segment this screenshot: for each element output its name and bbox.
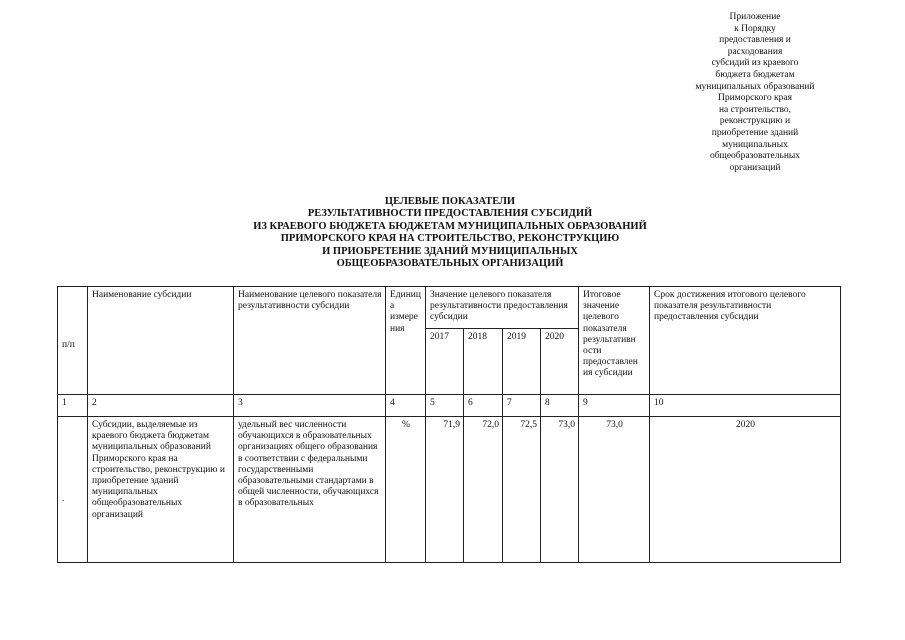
row-unit: % (386, 417, 426, 563)
row-pp: . (58, 417, 88, 563)
row-deadline: 2020 (650, 417, 841, 563)
header-year: 2017 (426, 329, 464, 395)
column-number: 6 (464, 395, 503, 417)
title-line: И ПРИОБРЕТЕНИЕ ЗДАНИЙ МУНИЦИПАЛЬНЫХ (322, 245, 578, 257)
row-value-2020: 73,0 (541, 417, 579, 563)
column-number: 7 (503, 395, 541, 417)
title-line: РЕЗУЛЬТАТИВНОСТИ ПРЕДОСТАВЛЕНИЯ СУБСИДИЙ (307, 208, 593, 220)
header-year: 2019 (503, 329, 541, 395)
header-subsidy-name: Наименование субсидии (88, 287, 234, 395)
appendix-line: приобретение зданий (711, 127, 799, 138)
title-line: ОБЩЕОБРАЗОВАТЕЛЬНЫХ ОРГАНИЗАЦИЙ (336, 258, 564, 270)
appendix-line: на строительство, (718, 104, 792, 115)
appendix-line: Приморского края (717, 93, 793, 104)
title-line: ПРИМОРСКОГО КРАЯ НА СТРОИТЕЛЬСТВО, РЕКОНСТРУКЦИЮ (280, 233, 620, 245)
header-deadline: Срок достижения итогового целевого показателя результативности предоставления субсидии (650, 287, 841, 395)
header-unit: Единиц а измере ния (386, 287, 426, 395)
header-final-value: Итоговое значение целевого показателя результативн ости предоставлен ия субсидии (579, 287, 650, 395)
header-year: 2018 (464, 329, 503, 395)
title-line: ИЗ КРАЕВОГО БЮДЖЕТА БЮДЖЕТАМ МУНИЦИПАЛЬНЫХ ОБРАЗОВАНИЙ (253, 220, 647, 232)
appendix-line: реконструкцию и (719, 116, 791, 127)
column-number: 4 (386, 395, 426, 417)
column-number: 5 (426, 395, 464, 417)
header-row (58, 287, 841, 329)
column-number: 3 (234, 395, 386, 417)
row-indicator-name: удельный вес численности обучающихся в образовательных организациях общего образования в соответствии с федеральными государственными образовательными стандартами в общей численности, обучающихся в образовательных (234, 417, 386, 563)
appendix-line: общеобразовательных (709, 151, 801, 162)
appendix-line: муниципальных (722, 139, 788, 150)
row-value-2017: 71,9 (426, 417, 464, 563)
document-title (150, 196, 750, 270)
appendix-line: предоставления и (719, 35, 791, 46)
column-number: 1 (58, 395, 88, 417)
header-values-group: Значение целевого показателя результативности предоставления субсидии (426, 287, 579, 329)
column-numbers-row (58, 395, 841, 417)
appendix-line: организаций (729, 162, 781, 173)
appendix-note (670, 12, 840, 174)
appendix-line: расходования (727, 46, 783, 57)
column-number: 10 (650, 395, 841, 417)
row-value-2019: 72,5 (503, 417, 541, 563)
header-indicator-name: Наименование целевого показателя результативности субсидии (234, 287, 386, 395)
header-pp: п/п (58, 287, 88, 395)
row-value-2018: 72,0 (464, 417, 503, 563)
appendix-line: к Порядку (734, 23, 776, 34)
column-number: 8 (541, 395, 579, 417)
appendix-line: муниципальных образований (695, 81, 815, 92)
row-subsidy-name: Субсидии, выделяемые из краевого бюджета бюджетам муниципальных образований Приморского края на строительство, реконструкцию и приобретение зданий муниципальных общеобразовательных организаций (88, 417, 234, 563)
appendix-line: субсидий из краевого (711, 58, 799, 69)
column-number: 9 (579, 395, 650, 417)
indicators-table (57, 286, 841, 563)
table-row (58, 417, 841, 563)
row-final-value: 73,0 (579, 417, 650, 563)
column-number: 2 (88, 395, 234, 417)
header-year: 2020 (541, 329, 579, 395)
appendix-line: Приложение (729, 12, 781, 22)
title-line: ЦЕЛЕВЫЕ ПОКАЗАТЕЛИ (384, 196, 516, 207)
appendix-line: бюджета бюджетам (715, 69, 795, 80)
